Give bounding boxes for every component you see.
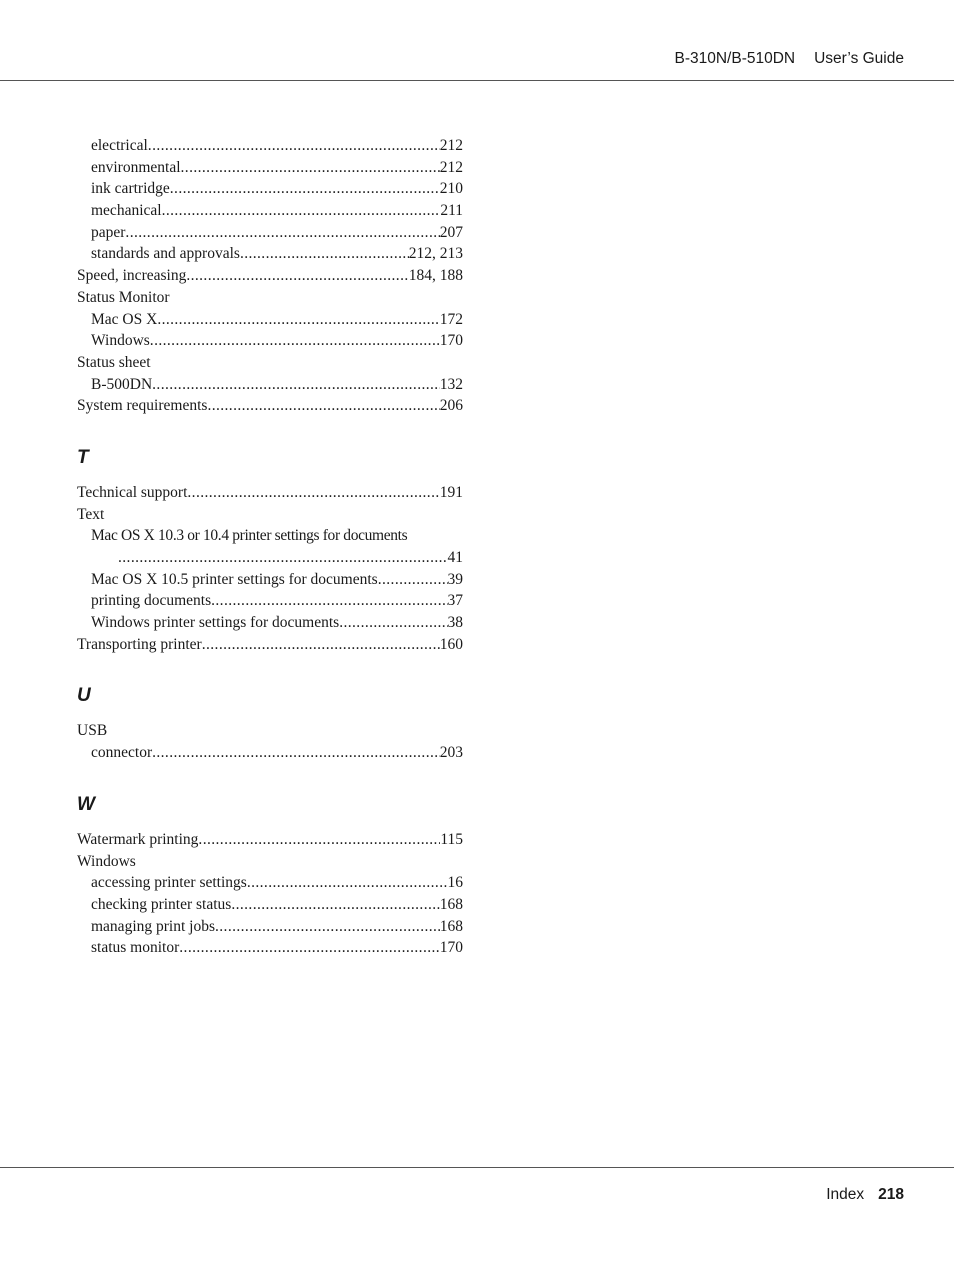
index-entry: environmental ..... 212 — [77, 157, 463, 179]
index-entry: Technical support ..... 191 — [77, 482, 463, 504]
index-entry: status monitor ..... 170 — [77, 937, 463, 959]
index-entry: System requirements ..... 206 — [77, 395, 463, 417]
index-entry: Mac OS X 10.5 printer settings for documents ..... 39 — [77, 569, 463, 591]
index-entry: printing documents ..... 37 — [77, 590, 463, 612]
index-entry: Windows printer settings for documents ..... 38 — [77, 612, 463, 634]
header-model: B-310N/B-510DN — [674, 50, 796, 67]
index-entry: B-500DN ..... 132 — [77, 374, 463, 396]
index-entry: Speed, increasing ..... 184, 188 — [77, 265, 463, 287]
footer-rule — [0, 1167, 954, 1168]
index-entry-heading: Windows — [77, 852, 136, 870]
index-column — [77, 135, 463, 959]
index-entry-heading: Status sheet — [77, 353, 151, 371]
index-entry: checking printer status ..... 168 — [77, 894, 463, 916]
index-letter-heading: W — [77, 793, 95, 815]
page-number: 218 — [878, 1186, 904, 1203]
index-letter-heading: U — [77, 685, 91, 707]
index-entry: Watermark printing ..... 115 — [77, 829, 463, 851]
index-entry: electrical ..... 212 — [77, 135, 463, 157]
index-group-w — [77, 794, 463, 959]
index-entry-heading: Status Monitor — [77, 288, 170, 306]
header-rule — [0, 80, 954, 81]
index-group-u — [77, 685, 463, 763]
index-entry: paper ..... 207 — [77, 222, 463, 244]
index-letter-heading: T — [77, 446, 89, 468]
index-entry: mechanical ..... 211 — [77, 200, 463, 222]
index-entry: connector ..... 203 — [77, 742, 463, 764]
footer-section: Index — [826, 1186, 865, 1203]
index-group-t — [77, 447, 463, 656]
index-entry-heading: USB — [77, 722, 108, 740]
index-entry: Windows ..... 170 — [77, 330, 463, 352]
index-entry: accessing printer settings ..... 16 — [77, 872, 463, 894]
index-entry: Mac OS X 10.3 or 10.4 printer settings for documents — [91, 527, 408, 545]
running-header — [675, 50, 905, 68]
index-entry: ink cartridge ..... 210 — [77, 178, 463, 200]
index-entry: managing print jobs ..... 168 — [77, 916, 463, 938]
header-guide-title: User’s Guide — [814, 50, 904, 67]
index-group-s — [77, 135, 463, 417]
index-entry: Transporting printer ..... 160 — [77, 634, 463, 656]
index-entry-continuation: ..... 41 — [77, 547, 463, 569]
running-footer — [826, 1186, 904, 1204]
index-entry: Mac OS X ..... 172 — [77, 309, 463, 331]
index-entry-heading: Text — [77, 505, 105, 523]
index-entry: standards and approvals ..... 212, 213 — [77, 243, 463, 265]
